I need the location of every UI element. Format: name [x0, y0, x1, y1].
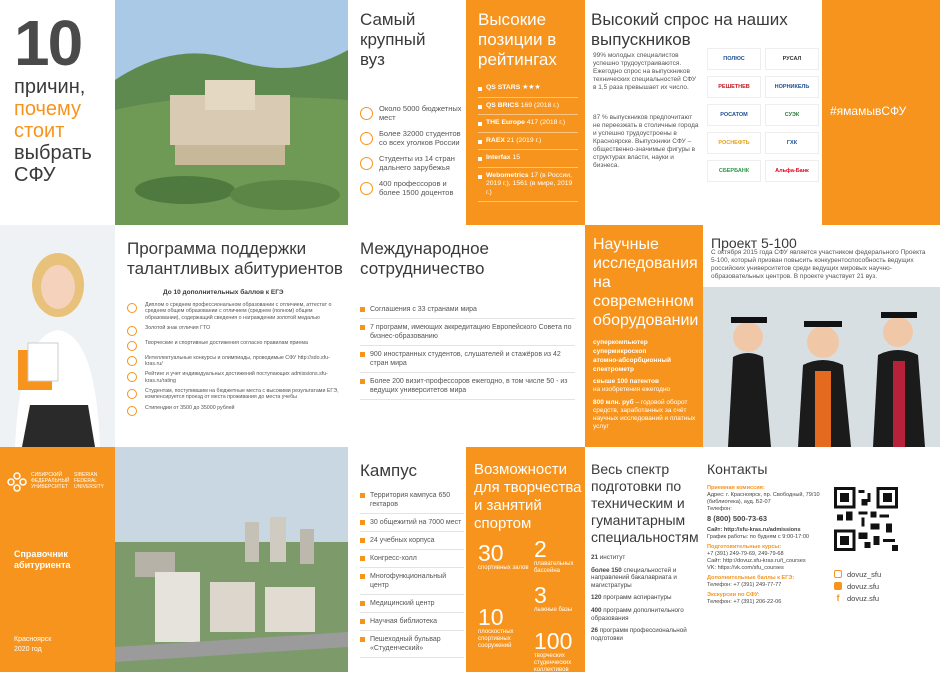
international-item: 7 программ, имеющих аккредитацию Европейского Совета по бизнес-образованию	[360, 319, 575, 346]
bullet-icon	[478, 87, 482, 91]
spectrum-number: 400	[591, 606, 602, 614]
ranking-item	[478, 150, 578, 168]
social-facebook[interactable]: dovuz.sfu	[847, 594, 880, 603]
sport-stat-label: плавательных бассейна	[534, 561, 574, 574]
patents-bold: свыше 100 патентов	[593, 378, 659, 385]
demand-panel	[585, 0, 822, 225]
spectrum-panel	[585, 447, 703, 672]
courses-site[interactable]: Сайт: http://dovuz.sfu-kras.ru/t_courses	[707, 558, 806, 564]
achievement-icon	[127, 341, 137, 351]
patents-rest: на изобретения ежегодно	[593, 386, 671, 393]
talent-item	[127, 371, 342, 384]
employer-logos	[707, 48, 819, 182]
bullet-icon	[478, 140, 482, 144]
largest-item: Студенты из 14 стран дальнего зарубежья	[379, 154, 455, 172]
campus-item: Многофункциональный центр	[360, 568, 464, 595]
spectrum-item	[591, 607, 699, 622]
achievement-icon	[127, 356, 137, 366]
admissions-label: Приемная комиссия:	[707, 485, 765, 491]
campus-item: 24 учебных корпуса	[360, 532, 464, 550]
ranking-value: 21 (2019 г.)	[506, 136, 542, 144]
cover-line2: почему	[14, 98, 82, 120]
courses-phone[interactable]: +7 (391) 249-79-69, 249-79-68	[707, 551, 784, 557]
sport-stats	[474, 537, 585, 677]
ranking-value: ★★★	[522, 84, 541, 91]
bullet-icon	[478, 157, 482, 161]
employer-logo: РУСАЛ	[765, 48, 819, 70]
office-hours: График работы: по будням с 9:00-17:00	[707, 534, 810, 540]
spectrum-item	[591, 554, 699, 562]
talent-subtitle: До 10 дополнительных баллов к ЕГЭ	[163, 289, 284, 296]
ranking-value: 417 (2018 г.)	[526, 119, 566, 126]
sport-stat-number: 10	[478, 604, 504, 630]
bullet-icon	[478, 122, 482, 126]
ranking-value: 15	[512, 154, 521, 161]
rankings-title: Высокие позиции в рейтингах	[478, 10, 557, 69]
money-bold: 800 млн. руб	[593, 399, 634, 406]
campus-panel	[348, 447, 466, 672]
talent-item	[127, 388, 342, 401]
spectrum-title: Весь спектр подготовки по техническим и гуманитарным специальностям	[591, 461, 699, 545]
spectrum-number: более 150	[591, 566, 622, 574]
talent-item-text: Интеллектуальные конкурсы и олимпиады, проводимые СФУ http://sdo.sfu-kras.ru/	[145, 354, 330, 368]
sport-stat-number: 100	[534, 628, 573, 654]
tours-label: Экскурсии по СФУ:	[707, 592, 760, 598]
employer-logo: СУЭК	[765, 104, 819, 126]
achievement-icon	[127, 303, 137, 313]
project-text: С октября 2015 года СФУ является участником федерального Проекта 5-100, который призван повысить конкурентоспособность ведущих российских университетов среди ведущих мировых научно-образовательных центров. В проекте участвует 21 вуз.	[711, 249, 926, 280]
international-item: Более 200 визит-профессоров ежегодно, в том числе 50 - из ведущих университетов мира	[360, 373, 575, 400]
cover-line1: причин,	[14, 76, 86, 98]
city: Красноярск	[14, 636, 52, 643]
demand-title: Высокий спрос на наших выпускников	[591, 10, 788, 49]
ranking-name: QS STARS	[486, 84, 521, 91]
employer-logo: НОРНИКЕЛЬ	[765, 76, 819, 98]
cover-big-number: 10	[14, 7, 82, 79]
campus-item: Пешеходный бульвар «Студенческий»	[360, 631, 464, 658]
talent-item	[127, 302, 342, 321]
international-item: Соглашения с 33 странами мира	[360, 301, 575, 319]
logo-text-en: SIBERIAN FEDERAL UNIVERSITY	[74, 472, 105, 490]
ranking-name: Interfax	[486, 154, 511, 161]
spectrum-text: программ аспирантуры	[603, 594, 672, 602]
year: 2020 год	[14, 646, 42, 653]
tours-phone[interactable]: Телефон: +7 (391) 206-22-06	[707, 599, 782, 605]
campus-item: Конгресс-холл	[360, 550, 464, 568]
talent-panel	[115, 225, 348, 447]
city-aerial-photo	[115, 447, 348, 672]
talent-item	[127, 405, 342, 416]
research-panel	[585, 225, 703, 447]
employer-logo: РЕШЕТНЕВ	[707, 76, 761, 98]
spectrum-item	[591, 567, 699, 590]
brand-panel	[0, 447, 115, 672]
largest-item: Около 5000 бюджетных мест	[379, 104, 462, 122]
ranking-value: 17 (в России, 2019 г.), 1561 (в мире, 2019 г.)	[486, 171, 573, 196]
hashtag-panel	[822, 0, 940, 225]
spectrum-number: 21	[591, 554, 599, 561]
talent-title: Программа поддержки талантливых абитуриентов	[127, 239, 343, 278]
ranking-name: Webometrics	[486, 171, 529, 179]
courses-label: Подготовительные курсы:	[707, 544, 782, 550]
cover-line5: СФУ	[14, 164, 56, 186]
spectrum-text: институт	[599, 554, 626, 561]
ranking-item	[478, 115, 578, 133]
employer-logo: ПОЛЮС	[707, 48, 761, 70]
social-vk[interactable]: dovuz.sfu	[847, 582, 880, 591]
points-label: Дополнительные баллы к ЕГЭ:	[707, 575, 795, 581]
research-item: супермикроскоп	[593, 348, 647, 355]
achievement-icon	[127, 406, 137, 416]
talent-item	[127, 325, 342, 336]
talent-item-text: Рейтинг и учет индивидуальных достижений поступающих admissions.sfu-kras.ru/rating	[145, 371, 328, 384]
rankings-panel	[466, 0, 585, 225]
research-title: Научные исследования на современном оборудовании	[593, 236, 699, 329]
achievement-icon	[127, 372, 137, 382]
sport-title: Возможности для творчества и занятий спортом	[474, 461, 582, 532]
largest-title: Самый крупный вуз	[360, 10, 426, 69]
guide-title: Справочник абитуриента	[14, 549, 71, 570]
largest-panel	[348, 0, 466, 225]
ranking-value: 169 (2018 г.)	[520, 101, 560, 109]
bullet-icon	[478, 175, 482, 179]
ranking-item	[478, 98, 578, 116]
talent-item	[127, 340, 342, 351]
sport-stat-label: творческих студенческих коллективов	[534, 653, 572, 673]
qr-code[interactable]	[834, 487, 898, 551]
international-item: 900 иностранных студентов, слушателей и стажёров из 42 стран мира	[360, 346, 575, 373]
achievement-icon	[127, 326, 137, 336]
sport-stat-number: 3	[534, 582, 547, 608]
sport-stat	[534, 629, 586, 674]
campus-item: Территория кампуса 650 гектаров	[360, 487, 464, 514]
talent-item-text: Золотой знак отличия ГТО	[145, 324, 211, 331]
vk-icon[interactable]	[834, 582, 842, 590]
employer-logo: РОСАТОМ	[707, 104, 761, 126]
ranking-name: THE Europe	[486, 119, 525, 126]
ranking-name: RAEX	[486, 136, 505, 144]
students-icon	[360, 132, 373, 145]
points-phone[interactable]: Телефон: +7 (391) 249-77-77	[707, 582, 782, 588]
sport-panel	[466, 447, 585, 672]
ranking-name: QS BRICS	[486, 101, 519, 109]
international-title: Международное сотрудничество	[360, 239, 490, 278]
admissions-site[interactable]: Сайт: http://sfu-kras.ru/admissions	[707, 527, 801, 533]
social-instagram[interactable]: dovuz_sfu	[847, 570, 882, 579]
graduates-photo	[703, 287, 940, 447]
contacts-title: Контакты	[707, 461, 768, 477]
cover-panel	[0, 0, 115, 225]
employer-logo: РОСНЕФТЬ	[707, 132, 761, 154]
employer-logo: Альфа-Банк	[765, 160, 819, 182]
sport-stat	[478, 541, 530, 572]
talent-item	[127, 355, 342, 368]
sport-stat	[534, 583, 586, 614]
sport-stat-number: 30	[478, 540, 504, 566]
sport-stat-number: 2	[534, 536, 547, 562]
sfu-logo-icon	[7, 472, 27, 492]
cover-line4: выбрать	[14, 142, 92, 164]
talent-item-text: Диплом о среднем профессиональном образовании с отличием, аттестат о среднем общем образовании с отличием (среднем (полном) общем образовании), содержащий сведения о награждении золотой медалью	[145, 302, 332, 321]
bullet-icon	[478, 105, 482, 109]
spectrum-item	[591, 594, 699, 602]
project-title: Проект 5-100	[711, 235, 797, 251]
sport-stat	[478, 605, 530, 650]
sport-stat	[534, 537, 586, 575]
logo-text-ru: СИБИРСКИЙ ФЕДЕРАЛЬНЫЙ УНИВЕРСИТЕТ	[31, 472, 70, 490]
campus-item: Медицинский центр	[360, 595, 464, 613]
spectrum-number: 120	[591, 594, 602, 602]
campus-item: 30 общежитий на 7000 мест	[360, 514, 464, 532]
phone[interactable]: 8 (800) 500-73-63	[707, 514, 768, 523]
sport-stat-label: лыжные базы	[534, 607, 573, 613]
campus-aerial-photo	[115, 0, 348, 225]
demand-text-2: 87 % выпускников предпочитают не переезжать в столичные города и успешно трудоустроены в Красноярске. Выпускники СФУ – общественно-значимые фигуры в структурах власти, науки и бизнеса.	[593, 114, 699, 169]
talent-item-text: Стипендии от 3500 до 35000 рублей	[145, 404, 235, 411]
professor-icon	[360, 182, 373, 195]
facebook-icon[interactable]: f	[836, 593, 840, 603]
sport-stat-label: плоскостных спортивных сооружений	[478, 629, 514, 649]
achievement-icon	[127, 389, 137, 399]
largest-item: Более 32000 студентов со всех уголков России	[379, 129, 461, 147]
phone-label: Телефон:	[707, 506, 732, 512]
ranking-item	[478, 133, 578, 151]
campus-title: Кампус	[360, 461, 418, 480]
spectrum-item	[591, 627, 699, 642]
spectrum-text: программ профессиональной подготовки	[591, 627, 687, 642]
project-panel	[703, 225, 940, 447]
talent-item-text: Творческие и спортивные достижения согласно правилам приема	[145, 339, 308, 346]
employer-logo: ГХК	[765, 132, 819, 154]
campus-item: Научная библиотека	[360, 613, 464, 631]
largest-item: 400 профессоров и более 1500 доцентов	[379, 179, 454, 197]
address: Адрес: г. Красноярск, пр. Свободный, 79/10 (библиотека), ауд. Б2-07	[707, 492, 820, 505]
cover-line3: стоит	[14, 120, 65, 142]
money-rest: – годовой оборот средств, заработанных за счёт научных исследований и платных услуг	[593, 399, 696, 430]
globe-icon	[360, 157, 373, 170]
spectrum-number: 26	[591, 627, 599, 635]
research-item: атомно-абсорбционный спектрометр	[593, 357, 671, 373]
demand-text-1: 99% молодых специалистов успешно трудоустраиваются. Ежегодно спрос на выпускников технических специальностей СФУ в 1,5 раза превышает их число.	[593, 52, 697, 91]
budget-places-icon	[360, 107, 373, 120]
student-girl-photo	[0, 225, 115, 447]
ranking-item	[478, 80, 578, 98]
spectrum-text: специальностей и направлений бакалавриата и магистратуры	[591, 566, 677, 589]
contacts-panel	[703, 447, 940, 672]
hashtag-text: #ямамывСФУ	[830, 104, 907, 118]
talent-item-text: Студентам, поступившим на бюджетные места с высокими результатами ЕГЭ, компенсируется проезд от места проживания до места учебы	[145, 388, 339, 401]
ranking-item	[478, 168, 578, 203]
employer-logo: СБЕРБАНК	[707, 160, 761, 182]
sport-stat-label: спортивных залов	[478, 565, 529, 571]
courses-vk[interactable]: VK: https://vk.com/sfu_courses	[707, 565, 784, 571]
instagram-icon[interactable]	[834, 570, 842, 578]
research-item: суперкомпьютер	[593, 339, 648, 346]
spectrum-text: программ дополнительного образования	[591, 606, 684, 622]
international-panel	[348, 225, 585, 447]
